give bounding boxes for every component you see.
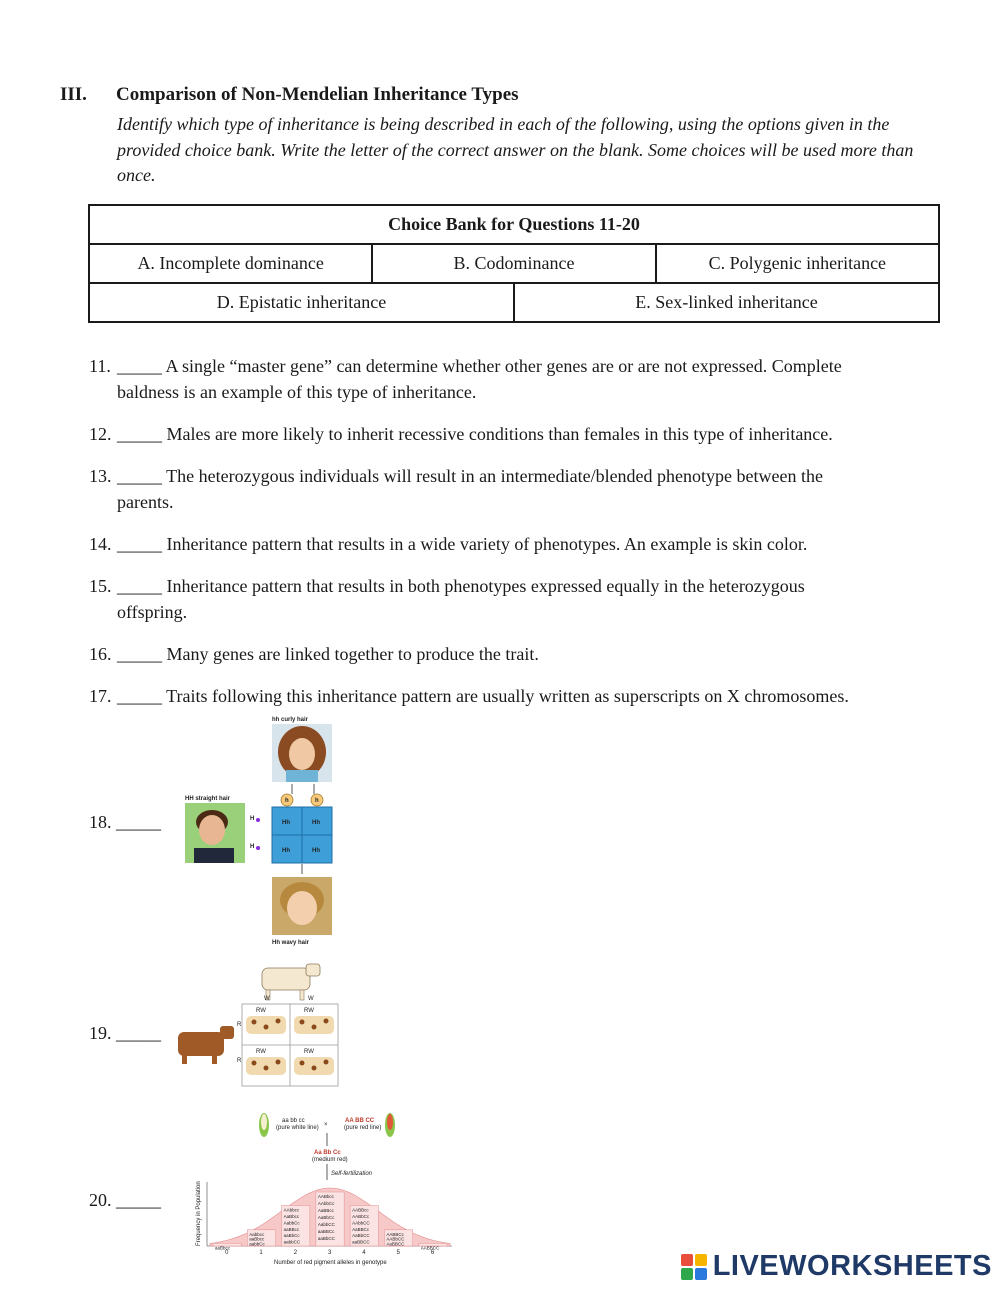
question-number: 12.	[89, 424, 112, 444]
row-label: R	[237, 1022, 242, 1028]
genotype-label: AABBcc	[352, 1207, 369, 1213]
question-number: 15.	[89, 576, 112, 596]
question-14	[89, 532, 949, 558]
question-16	[89, 642, 949, 668]
genotype-label: AABbCc	[352, 1213, 370, 1219]
fig18-left-label: HH straight hair	[185, 796, 231, 802]
curly-hair-photo	[272, 724, 332, 782]
self-fertilization-label: Self-fertilization	[331, 1171, 373, 1177]
question-13	[89, 464, 949, 515]
roan-cow-icon	[246, 1057, 286, 1075]
col-label: W	[308, 996, 314, 1002]
fig18-top-label: hh curly hair	[272, 717, 309, 723]
question-text: _____ The heterozygous individuals will result in an intermediate/blended phenotype between the	[117, 466, 823, 486]
logo-block	[681, 1254, 693, 1266]
question-text: _____ Inheritance pattern that results in a wide variety of phenotypes. An example is skin color.	[117, 534, 808, 554]
right-parent-geno: AA BB CC	[345, 1118, 375, 1124]
section-instructions: Identify which type of inheritance is being described in each of the following, using the options given in the provided choice bank. Write the letter of the correct answer on the blank. Some choices will be used more than once.	[117, 114, 914, 185]
genotype-label: aaBbcc	[215, 1245, 231, 1251]
wavy-hair-photo	[272, 877, 332, 935]
punnett-cell: Hh	[282, 848, 290, 854]
genotype-label: AaBbCc	[317, 1215, 335, 1220]
red-corn-icon	[385, 1113, 395, 1137]
fig18-bottom-label: Hh wavy hair	[272, 940, 310, 946]
genotype-label: AabbCc	[283, 1220, 300, 1226]
col-label: W	[264, 996, 270, 1002]
logo-block	[681, 1268, 693, 1280]
question-number: 14.	[89, 534, 112, 554]
allele-H-top: H	[250, 816, 255, 822]
choice-e: E. Sex-linked inheritance	[514, 283, 939, 322]
punnett-cell: RW	[256, 1008, 266, 1014]
logo-blocks-icon	[681, 1254, 707, 1280]
genotype-label: AABBCc	[386, 1231, 404, 1237]
question-text-cont: baldness is an example of this type of inheritance.	[117, 381, 477, 402]
genotype-label: AaBbcc	[283, 1213, 300, 1219]
cross-symbol: ×	[324, 1122, 328, 1128]
question-15	[89, 574, 949, 625]
question-17	[89, 684, 949, 710]
straight-hair-photo	[185, 803, 245, 863]
genotype-label: aabbCC	[283, 1239, 301, 1245]
cattle-punnett-square	[242, 1004, 338, 1086]
left-parent-desc: (pure white line)	[276, 1125, 319, 1131]
question-number: 17.	[89, 686, 112, 706]
genotype-label: AABbCC	[386, 1236, 405, 1242]
allele-h-left: h	[285, 798, 289, 804]
question-12	[89, 422, 949, 448]
liveworksheets-logo	[681, 1250, 992, 1283]
genotype-label: aaBbCc	[283, 1233, 300, 1239]
question-number: 16.	[89, 644, 112, 664]
punnett-cell: Hh	[312, 820, 320, 826]
y-axis-label: Frequency in Population	[196, 1181, 202, 1246]
red-cow-icon	[178, 1026, 234, 1064]
right-parent-desc: (pure red line)	[344, 1125, 382, 1131]
question-11	[89, 354, 949, 405]
question-text-cont: parents.	[117, 491, 174, 512]
question-20-label: 20. _____	[89, 1190, 161, 1210]
choice-bank-table	[88, 204, 940, 323]
genotype-label: aabbCc	[249, 1241, 265, 1247]
question-text: _____ Inheritance pattern that results in both phenotypes expressed equally in the heterozygous	[117, 576, 805, 596]
choice-bank-header: Choice Bank for Questions 11-20	[89, 205, 939, 244]
allele-h-right: h	[315, 798, 319, 804]
section-number: III.	[60, 84, 87, 105]
genotype-label: aaBbCC	[317, 1236, 335, 1241]
x-tick-label: 3	[328, 1250, 332, 1256]
question-19-label: 19. _____	[89, 1023, 161, 1043]
f1-geno: Aa Bb Cc	[314, 1150, 341, 1156]
section-title: Comparison of Non-Mendelian Inheritance Types	[116, 84, 519, 105]
genotype-label: AabbCC	[317, 1222, 335, 1227]
genotype-label: AAbbcc	[283, 1207, 300, 1213]
white-cow-icon	[262, 964, 320, 1000]
genotype-label: AAbbCC	[352, 1220, 370, 1226]
question-text: _____ Many genes are linked together to produce the trait.	[117, 644, 539, 664]
punnett-cell: RW	[256, 1049, 266, 1055]
genotype-label: AaBBCc	[352, 1226, 370, 1232]
f1-desc: (medium red)	[312, 1157, 348, 1163]
choice-d: D. Epistatic inheritance	[89, 283, 514, 322]
figure-wavy-hair-punnett	[182, 712, 342, 952]
genotype-label: AAbbCc	[317, 1201, 335, 1206]
genotype-label: AABbcc	[317, 1194, 334, 1199]
choice-b: B. Codominance	[372, 244, 655, 283]
allele-H-bottom: H	[250, 844, 255, 850]
logo-block	[695, 1254, 707, 1266]
question-text: _____ A single “master gene” can determine whether other genes are or are not expressed. Complete	[117, 356, 842, 376]
question-text: _____ Males are more likely to inherit recessive conditions than females in this type of inheritance.	[117, 424, 833, 444]
x-tick-label: 5	[396, 1250, 400, 1256]
x-axis-label: Number of red pigment alleles in genotype	[274, 1260, 387, 1266]
punnett-cell: RW	[304, 1049, 314, 1055]
figure-codominance-cattle	[174, 960, 344, 1090]
genotype-label: Aabbcc	[249, 1231, 265, 1237]
genotype-label: AaBbCC	[352, 1233, 370, 1239]
figure-polygenic-distribution	[190, 1100, 460, 1268]
punnett-cell: RW	[304, 1008, 314, 1014]
choice-c: C. Polygenic inheritance	[656, 244, 939, 283]
punnett-cell: Hh	[312, 848, 320, 854]
x-tick-label: 0	[225, 1250, 229, 1256]
white-corn-icon	[259, 1113, 269, 1137]
question-18-label: 18. _____	[89, 812, 161, 832]
question-number: 11.	[89, 356, 111, 376]
x-tick-label: 6	[430, 1250, 435, 1256]
punnett-cell: Hh	[282, 820, 290, 826]
question-text: _____ Traits following this inheritance pattern are usually written as superscripts on X chromosomes.	[117, 686, 849, 706]
roan-cow-icon	[294, 1057, 334, 1075]
genotype-label: aaBBcc	[283, 1226, 300, 1232]
genotype-label: AABBCC	[420, 1245, 440, 1251]
genotype-label: aaBBCC	[352, 1239, 370, 1245]
genotype-label: AaBBCC	[386, 1241, 405, 1247]
punnett-square	[272, 807, 332, 863]
row-label: R	[237, 1058, 242, 1064]
choice-a: A. Incomplete dominance	[89, 244, 372, 283]
left-parent-geno: aa bb cc	[282, 1118, 305, 1124]
x-tick-label: 4	[362, 1250, 366, 1256]
genotype-label: aaBbcc	[249, 1236, 265, 1242]
roan-cow-icon	[294, 1016, 334, 1034]
roan-cow-icon	[246, 1016, 286, 1034]
genotype-label: aaBBCc	[317, 1229, 335, 1234]
question-number: 13.	[89, 466, 112, 486]
x-tick-label: 2	[293, 1250, 298, 1256]
logo-block	[695, 1268, 707, 1280]
question-text-cont: offspring.	[117, 601, 188, 622]
x-tick-label: 1	[259, 1250, 263, 1256]
logo-text: LIVEWORKSHEETS	[712, 1250, 992, 1282]
genotype-label: AaBBcc	[317, 1208, 334, 1213]
